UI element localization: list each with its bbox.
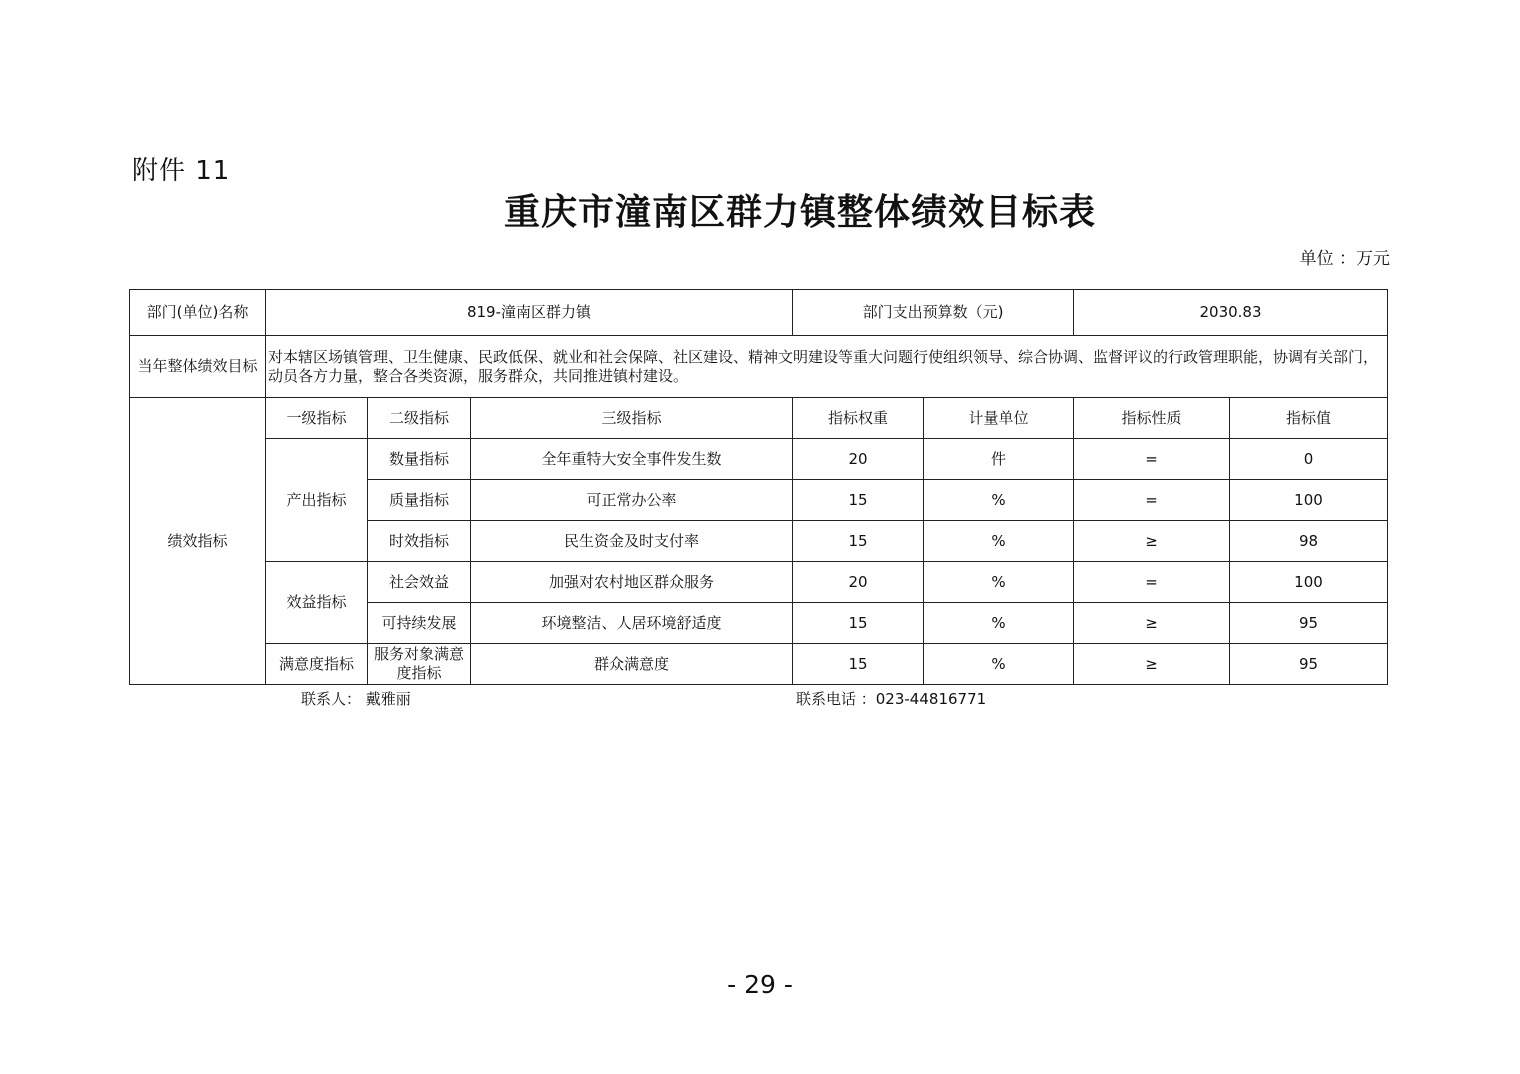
unit-cell: % (924, 480, 1074, 521)
value-cell: 100 (1230, 562, 1388, 603)
col-header: 计量单位 (924, 398, 1074, 439)
group-output: 产出指标 (266, 439, 368, 562)
nature-cell: ≥ (1074, 521, 1230, 562)
level3-cell: 全年重特大安全事件发生数 (471, 439, 793, 480)
weight-cell: 20 (793, 439, 924, 480)
nature-cell: = (1074, 439, 1230, 480)
col-header: 二级指标 (368, 398, 471, 439)
level2-cell: 质量指标 (368, 480, 471, 521)
weight-cell: 15 (793, 521, 924, 562)
dept-row (130, 290, 1388, 336)
value-cell: 98 (1230, 521, 1388, 562)
nature-cell: = (1074, 562, 1230, 603)
dept-value: 819-潼南区群力镇 (266, 290, 793, 336)
level2-cell: 时效指标 (368, 521, 471, 562)
col-header: 指标权重 (793, 398, 924, 439)
header-row (130, 398, 1388, 439)
unit-cell: % (924, 644, 1074, 685)
contact-person: 联系人： 戴雅丽 (301, 690, 411, 708)
level3-cell: 群众满意度 (471, 644, 793, 685)
level3-cell: 加强对农村地区群众服务 (471, 562, 793, 603)
goal-label: 当年整体绩效目标 (130, 336, 266, 398)
level3-cell: 民生资金及时支付率 (471, 521, 793, 562)
table-row (130, 439, 1388, 480)
level2-cell: 可持续发展 (368, 603, 471, 644)
unit-cell: 件 (924, 439, 1074, 480)
contact-phone: 联系电话 ：023-44816771 (796, 690, 987, 708)
attachment-label: 附件 11 (132, 156, 231, 186)
weight-cell: 15 (793, 644, 924, 685)
value-cell: 95 (1230, 644, 1388, 685)
page-title: 重庆市潼南区群力镇整体绩效目标表 (503, 191, 1096, 233)
nature-cell: ≥ (1074, 644, 1230, 685)
table-row (130, 644, 1388, 685)
table-row (130, 562, 1388, 603)
value-cell: 100 (1230, 480, 1388, 521)
level2-cell: 数量指标 (368, 439, 471, 480)
weight-cell: 15 (793, 603, 924, 644)
performance-table (129, 289, 1388, 685)
goal-row (130, 336, 1388, 398)
page-number: - 29 - (727, 970, 793, 999)
unit-cell: % (924, 521, 1074, 562)
value-cell: 95 (1230, 603, 1388, 644)
budget-value: 2030.83 (1074, 290, 1388, 336)
col-header: 一级指标 (266, 398, 368, 439)
budget-label: 部门支出预算数（元) (793, 290, 1074, 336)
level2-cell: 社会效益 (368, 562, 471, 603)
nature-cell: = (1074, 480, 1230, 521)
unit-cell: % (924, 562, 1074, 603)
weight-cell: 15 (793, 480, 924, 521)
dept-label: 部门(单位)名称 (130, 290, 266, 336)
col-header: 指标性质 (1074, 398, 1230, 439)
weight-cell: 20 (793, 562, 924, 603)
unit-cell: % (924, 603, 1074, 644)
perf-label: 绩效指标 (130, 398, 266, 685)
level3-cell: 可正常办公率 (471, 480, 793, 521)
level3-cell: 环境整洁、人居环境舒适度 (471, 603, 793, 644)
unit-label: 单位 ：万元 (1299, 249, 1390, 269)
col-header: 三级指标 (471, 398, 793, 439)
goal-text: 对本辖区场镇管理、卫生健康、民政低保、就业和社会保障、社区建设、精神文明建设等重大问题行使组织领导、综合协调、监督评议的行政管理职能，协调有关部门，动员各方力量，整合各类资源，服务群众，共同推进镇村建设。 (266, 336, 1388, 398)
group-benefit: 效益指标 (266, 562, 368, 644)
group-satisfaction: 满意度指标 (266, 644, 368, 685)
value-cell: 0 (1230, 439, 1388, 480)
col-header: 指标值 (1230, 398, 1388, 439)
nature-cell: ≥ (1074, 603, 1230, 644)
level2-cell: 服务对象满意度指标 (368, 644, 471, 685)
